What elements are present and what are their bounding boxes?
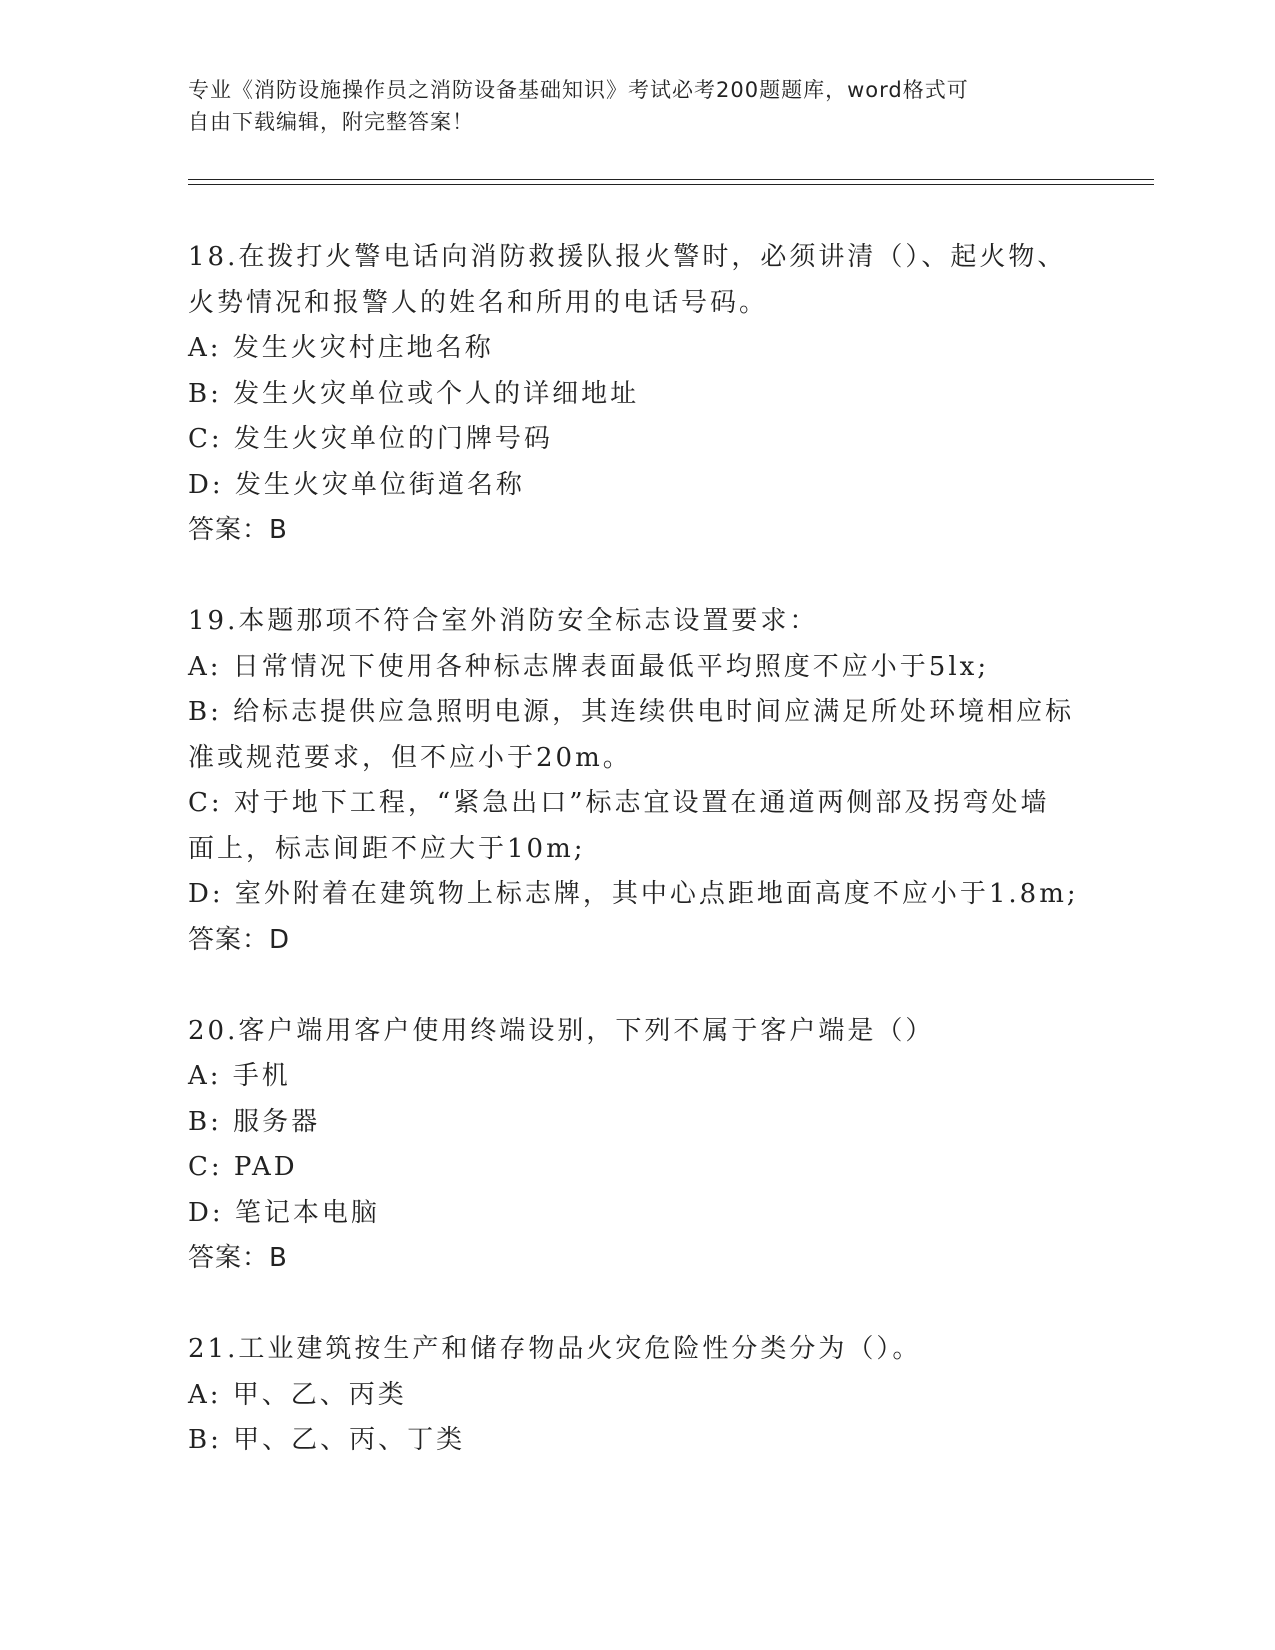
answer-line: 答案：B <box>188 515 288 545</box>
question-spacer <box>188 1282 1088 1328</box>
header-divider-top <box>188 179 1154 180</box>
question-option: B: 给标志提供应急照明电源，其连续供电时间应满足所处环境相应标 <box>188 697 1075 727</box>
question-option: D: 笔记本电脑 <box>188 1197 380 1228</box>
question-option: 面上，标志间距不应大于10m; <box>188 833 586 864</box>
question-option: B: 发生火灾单位或个人的详细地址 <box>188 378 640 409</box>
question-block <box>188 1009 1088 1328</box>
question-option: B: 甲、乙、丙、丁类 <box>188 1425 466 1455</box>
question-option: C: PAD <box>188 1152 298 1182</box>
question-list <box>188 235 1088 1464</box>
question-option: C: 对于地下工程，“紧急出口”标志宜设置在通道两侧部及拐弯处墙 <box>188 788 1050 818</box>
question-stem: 19.本题那项不符合室外消防安全标志设置要求： <box>188 606 819 636</box>
question-option: C: 发生火灾单位的门牌号码 <box>188 424 553 454</box>
header-divider-bottom <box>188 184 1154 185</box>
question-option: D: 发生火灾单位街道名称 <box>188 469 525 500</box>
question-spacer <box>188 554 1088 600</box>
question-block <box>188 1327 1088 1464</box>
question-block <box>188 599 1088 1009</box>
question-option: A: 手机 <box>188 1061 291 1091</box>
question-option: D: 室外附着在建筑物上标志牌，其中心点距地面高度不应小于1.8m; <box>188 879 1079 909</box>
header-line-2: 自由下载编辑，附完整答案！ <box>188 110 474 134</box>
question-option: A: 甲、乙、丙类 <box>188 1379 407 1410</box>
question-block <box>188 235 1088 599</box>
answer-line: 答案：B <box>188 1243 288 1273</box>
document-header <box>188 74 1088 138</box>
answer-line: 答案：D <box>188 924 291 955</box>
question-spacer <box>188 963 1088 1009</box>
question-option: A: 发生火灾村庄地名称 <box>188 333 494 363</box>
header-line-1: 专业《消防设施操作员之消防设备基础知识》考试必考200题题库，word格式可 <box>188 78 969 102</box>
question-stem: 20.客户端用客户使用终端设别，下列不属于客户端是（） <box>188 1015 935 1046</box>
question-stem: 21.工业建筑按生产和储存物品火灾危险性分类分为（）。 <box>188 1334 922 1364</box>
question-stem: 火势情况和报警人的姓名和所用的电话号码。 <box>188 287 769 318</box>
question-option: A: 日常情况下使用各种标志牌表面最低平均照度不应小于5lx; <box>188 651 990 682</box>
question-option: B: 服务器 <box>188 1106 321 1137</box>
question-option: 准或规范要求，但不应小于20m。 <box>188 742 632 773</box>
question-stem: 18.在拨打火警电话向消防救援队报火警时，必须讲清（）、起火物、 <box>188 242 1067 272</box>
